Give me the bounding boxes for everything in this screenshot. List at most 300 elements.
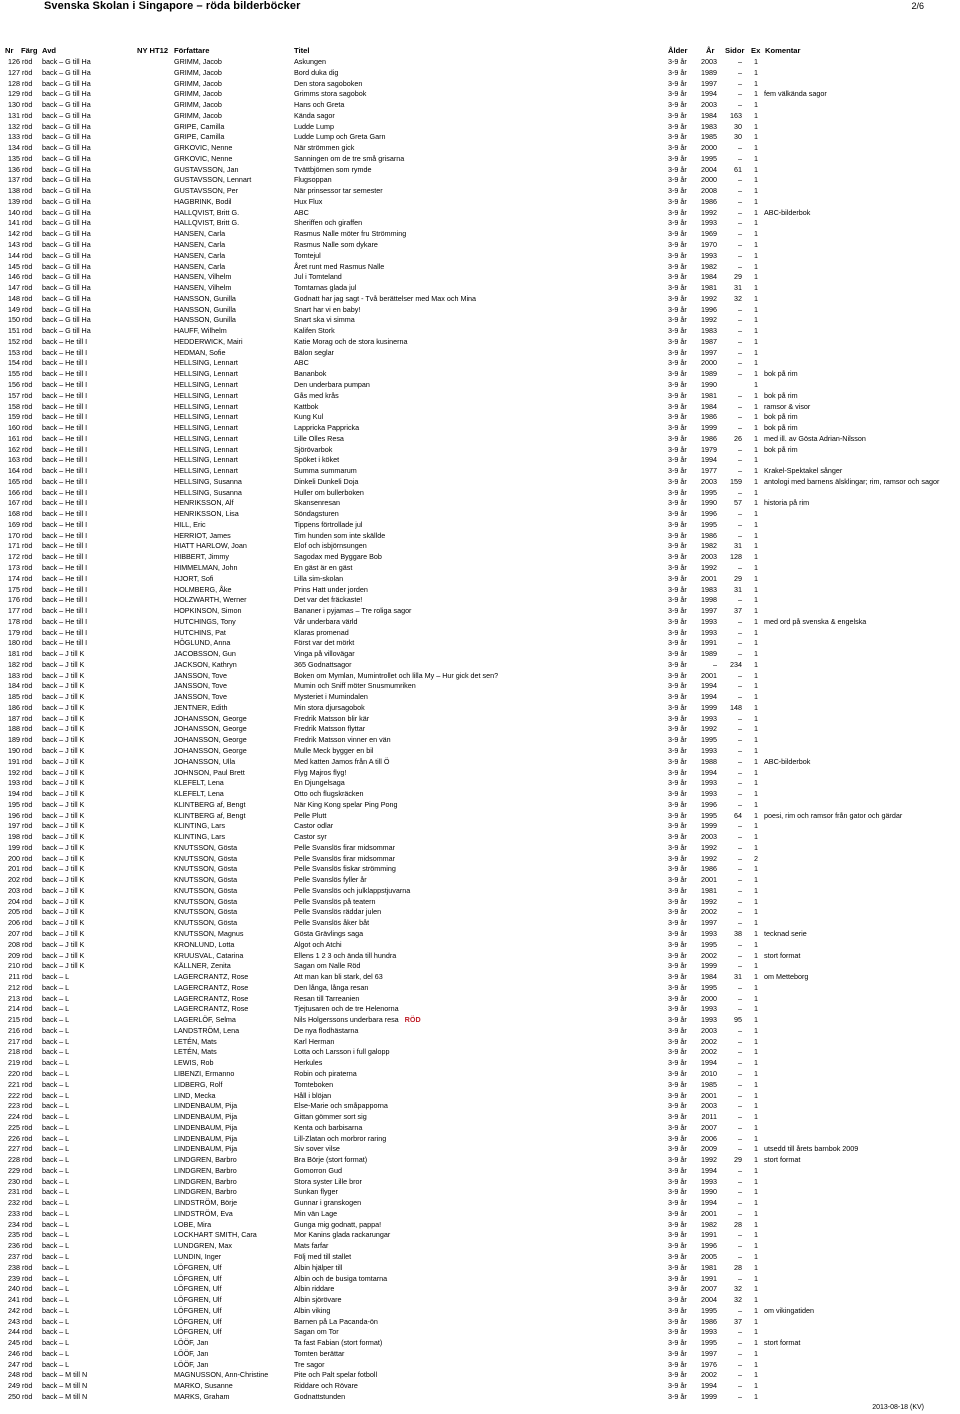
cell-sidor: 32 xyxy=(734,1284,742,1294)
cell-nr: 209 xyxy=(8,950,20,960)
cell-forfattare: LETÉN, Mats xyxy=(174,1036,217,1046)
cell-ex: 1 xyxy=(754,466,758,476)
cell-avd: back – L xyxy=(42,1230,70,1240)
table-row xyxy=(0,122,960,133)
cell-avd: back – He till I xyxy=(42,412,88,422)
cell-alder: 3-9 år xyxy=(668,1176,687,1186)
cell-farg: röd xyxy=(22,885,33,895)
cell-nr: 219 xyxy=(8,1058,20,1068)
cell-sidor: 29 xyxy=(734,573,742,583)
cell-sidor: – xyxy=(738,885,742,895)
table-row xyxy=(0,735,960,746)
cell-farg: röd xyxy=(22,498,33,508)
cell-farg: röd xyxy=(22,423,33,433)
cell-forfattare: HELLSING, Susanna xyxy=(174,487,242,497)
cell-alder: 3-9 år xyxy=(668,864,687,874)
cell-alder: 3-9 år xyxy=(668,293,687,303)
cell-avd: back – L xyxy=(42,1338,70,1348)
cell-titel: När King Kong spelar Ping Pong xyxy=(294,799,398,809)
cell-titel: Lille Olles Resa xyxy=(294,433,344,443)
cell-titel: Håll i blöjan xyxy=(294,1090,332,1100)
cell-alder: 3-9 år xyxy=(668,347,687,357)
cell-forfattare: LÖFGREN, Ulf xyxy=(174,1262,222,1272)
cell-titel: En gäst är en gäst xyxy=(294,562,353,572)
cell-forfattare: LINDSTRÖM, Eva xyxy=(174,1208,233,1218)
cell-sidor: – xyxy=(738,1381,742,1391)
cell-kommentar: bok på rim xyxy=(764,444,798,454)
cell-ex: 1 xyxy=(754,1327,758,1337)
cell-avd: back – L xyxy=(42,1295,70,1305)
table-row xyxy=(0,326,960,337)
cell-ar: 1987 xyxy=(701,336,717,346)
cell-forfattare: HANSEN, Carla xyxy=(174,240,226,250)
cell-titel: Castor odlar xyxy=(294,821,334,831)
cell-ar: 1982 xyxy=(701,261,717,271)
cell-forfattare: LIDBERG, Rolf xyxy=(174,1079,223,1089)
cell-nr: 232 xyxy=(8,1198,20,1208)
cell-forfattare: HERRIOT, James xyxy=(174,530,231,540)
cell-ar: 1992 xyxy=(701,207,717,217)
cell-ex: 1 xyxy=(754,153,758,163)
cell-forfattare: LÖÖF, Jan xyxy=(174,1359,209,1369)
cell-farg: röd xyxy=(22,713,33,723)
cell-kommentar: stort format xyxy=(764,950,801,960)
cell-avd: back – He till I xyxy=(42,369,88,379)
cell-forfattare: KLEFELT, Lena xyxy=(174,778,224,788)
cell-alder: 3-9 år xyxy=(668,444,687,454)
cell-kommentar: om vikingatiden xyxy=(764,1305,814,1315)
cell-forfattare: LÖFGREN, Ulf xyxy=(174,1305,222,1315)
table-row xyxy=(0,1284,960,1295)
cell-sidor: – xyxy=(738,789,742,799)
cell-sidor: – xyxy=(738,670,742,680)
cell-ex: 1 xyxy=(754,433,758,443)
table-row xyxy=(0,1338,960,1349)
cell-forfattare: HANSEN, Carla xyxy=(174,229,226,239)
cell-ex: 1 xyxy=(754,121,758,131)
cell-alder: 3-9 år xyxy=(668,1316,687,1326)
cell-ex: 2 xyxy=(754,853,758,863)
cell-forfattare: JACOBSSON, Gun xyxy=(174,649,236,659)
cell-avd: back – L xyxy=(42,1305,70,1315)
col-header-sidor: Sidor xyxy=(725,46,745,55)
cell-forfattare: LÖFGREN, Ulf xyxy=(174,1295,222,1305)
cell-nr: 193 xyxy=(8,778,20,788)
cell-avd: back – He till I xyxy=(42,595,88,605)
cell-avd: back – L xyxy=(42,1187,70,1197)
cell-farg: röd xyxy=(22,972,33,982)
cell-alder: 3-9 år xyxy=(668,789,687,799)
cell-nr: 199 xyxy=(8,842,20,852)
cell-nr: 214 xyxy=(8,1004,20,1014)
cell-forfattare: LÖFGREN, Ulf xyxy=(174,1284,222,1294)
cell-alder: 3-9 år xyxy=(668,240,687,250)
cell-avd: back – He till I xyxy=(42,584,88,594)
cell-ar: 1991 xyxy=(701,1273,717,1283)
cell-nr: 249 xyxy=(8,1381,20,1391)
cell-nr: 173 xyxy=(8,562,20,572)
cell-farg: röd xyxy=(22,541,33,551)
cell-avd: back – L xyxy=(42,1219,70,1229)
cell-sidor: 28 xyxy=(734,1219,742,1229)
cell-forfattare: HUTCHINS, Pat xyxy=(174,627,226,637)
table-row xyxy=(0,983,960,994)
cell-farg: röd xyxy=(22,681,33,691)
cell-sidor: – xyxy=(738,832,742,842)
cell-sidor: – xyxy=(738,326,742,336)
cell-nr: 184 xyxy=(8,681,20,691)
cell-alder: 3-9 år xyxy=(668,692,687,702)
cell-alder: 3-9 år xyxy=(668,1187,687,1197)
cell-avd: back – J till K xyxy=(42,702,85,712)
cell-alder: 3-9 år xyxy=(668,530,687,540)
table-row xyxy=(0,778,960,789)
cell-ar: 1977 xyxy=(701,466,717,476)
cell-forfattare: LÖÖF, Jan xyxy=(174,1338,209,1348)
cell-avd: back – L xyxy=(42,1165,70,1175)
cell-ar: 1981 xyxy=(701,390,717,400)
cell-ex: 1 xyxy=(754,1348,758,1358)
cell-avd: back – He till I xyxy=(42,358,88,368)
cell-ar: 1994 xyxy=(701,1165,717,1175)
cell-ar: 1993 xyxy=(701,746,717,755)
cell-ar: 1995 xyxy=(701,939,717,949)
cell-nr: 222 xyxy=(8,1090,20,1100)
cell-alder: 3-9 år xyxy=(668,1101,687,1111)
cell-alder: 3-9 år xyxy=(668,993,687,1003)
cell-nr: 156 xyxy=(8,379,20,389)
table-row xyxy=(0,703,960,714)
cell-ex: 1 xyxy=(754,1295,758,1305)
cell-alder: 3-9 år xyxy=(668,681,687,691)
cell-titel: Söndagsturen xyxy=(294,509,339,519)
cell-alder: 3-9 år xyxy=(668,412,687,422)
cell-titel: Tippens förtrollade jul xyxy=(294,519,363,529)
cell-nr: 167 xyxy=(8,498,20,508)
cell-sidor: – xyxy=(738,799,742,809)
cell-ex: 1 xyxy=(754,746,758,755)
cell-ar: 1992 xyxy=(701,896,717,906)
cell-titel: Kenta och barbisarna xyxy=(294,1122,363,1132)
cell-ex: 1 xyxy=(754,896,758,906)
cell-forfattare: LINDGREN, Barbro xyxy=(174,1155,237,1165)
cell-sidor: – xyxy=(738,1036,742,1046)
cell-ar: 1995 xyxy=(701,1305,717,1315)
cell-titel: Mor Kanins glada rackarungar xyxy=(294,1230,391,1240)
table-row xyxy=(0,240,960,251)
cell-titel: ABC xyxy=(294,358,309,368)
cell-sidor: – xyxy=(738,595,742,605)
cell-titel: Dinkeli Dunkeli Doja xyxy=(294,476,359,486)
cell-ar: 1999 xyxy=(701,702,717,712)
cell-farg: röd xyxy=(22,746,33,755)
cell-nr: 179 xyxy=(8,627,20,637)
cell-titel: Siv sover vilse xyxy=(294,1144,340,1154)
cell-alder: 3-9 år xyxy=(668,89,687,99)
cell-alder: 3-9 år xyxy=(668,121,687,131)
table-row xyxy=(0,563,960,574)
cell-farg: röd xyxy=(22,552,33,562)
table-row xyxy=(0,1306,960,1317)
cell-ar: 1997 xyxy=(701,347,717,357)
cell-ex: 1 xyxy=(754,1381,758,1391)
cell-farg: röd xyxy=(22,1079,33,1089)
cell-sidor: – xyxy=(738,1058,742,1068)
cell-ex: 1 xyxy=(754,1273,758,1283)
cell-alder: 3-9 år xyxy=(668,1079,687,1089)
cell-avd: back – He till I xyxy=(42,573,88,583)
cell-titel: Fredrik Matsson vinner en vän xyxy=(294,735,391,745)
cell-titel: När prinsessor tar semester xyxy=(294,186,383,196)
cell-titel: Pelle Svanslös fiskar strömming xyxy=(294,864,396,874)
cell-farg: röd xyxy=(22,1241,33,1251)
cell-titel: Tre sagor xyxy=(294,1359,325,1369)
cell-sidor: – xyxy=(738,875,742,885)
cell-ex: 1 xyxy=(754,336,758,346)
cell-ex: 1 xyxy=(754,240,758,250)
cell-nr: 221 xyxy=(8,1079,20,1089)
cell-titel: Pelle Svanslös firar midsommar xyxy=(294,842,396,852)
cell-ar: 1997 xyxy=(701,918,717,928)
cell-avd: back – L xyxy=(42,1112,70,1122)
cell-sidor: – xyxy=(738,1090,742,1100)
cell-avd: back – L xyxy=(42,1208,70,1218)
cell-sidor: 38 xyxy=(734,929,742,939)
cell-alder: 3-9 år xyxy=(668,649,687,659)
cell-sidor: – xyxy=(738,196,742,206)
cell-farg: röd xyxy=(22,1251,33,1261)
cell-kommentar: med ill. av Gösta Adrian-Nilsson xyxy=(764,433,866,443)
col-header-ex: Ex xyxy=(751,46,761,55)
cell-avd: back – L xyxy=(42,1079,70,1089)
cell-avd: back – L xyxy=(42,972,70,982)
cell-sidor: – xyxy=(738,369,742,379)
cell-nr: 228 xyxy=(8,1155,20,1165)
cell-ex: 1 xyxy=(754,638,758,648)
table-row xyxy=(0,531,960,542)
cell-alder: 3-9 år xyxy=(668,1262,687,1272)
cell-alder: 3-9 år xyxy=(668,390,687,400)
cell-ex: 1 xyxy=(754,100,758,110)
table-row xyxy=(0,638,960,649)
table-row xyxy=(0,89,960,100)
cell-ar: 1984 xyxy=(701,272,717,282)
cell-ex: 1 xyxy=(754,842,758,852)
cell-ar: 1981 xyxy=(701,283,717,293)
cell-farg: röd xyxy=(22,89,33,99)
cell-ex: 1 xyxy=(754,1284,758,1294)
cell-sidor: 64 xyxy=(734,810,742,820)
cell-sidor: – xyxy=(738,175,742,185)
cell-farg: röd xyxy=(22,702,33,712)
cell-titel: Godnattstunden xyxy=(294,1391,346,1401)
cell-sidor: – xyxy=(738,1208,742,1218)
cell-alder: 3-9 år xyxy=(668,810,687,820)
cell-forfattare: HENRIKSSON, Alf xyxy=(174,498,234,508)
cell-ar: 2009 xyxy=(701,1144,717,1154)
cell-alder: 3-9 år xyxy=(668,1165,687,1175)
cell-sidor: – xyxy=(738,724,742,734)
cell-titel: Resan till Tarreanien xyxy=(294,993,360,1003)
cell-sidor: – xyxy=(738,1079,742,1089)
cell-alder: 3-9 år xyxy=(668,950,687,960)
cell-ar: 1995 xyxy=(701,153,717,163)
cell-sidor: – xyxy=(738,218,742,228)
cell-ex: 1 xyxy=(754,606,758,616)
cell-forfattare: LINDENBAUM, Pija xyxy=(174,1144,238,1154)
cell-farg: röd xyxy=(22,390,33,400)
cell-forfattare: GRIMM, Jacob xyxy=(174,100,222,110)
cell-titel: Summa summarum xyxy=(294,466,357,476)
cell-nr: 229 xyxy=(8,1165,20,1175)
cell-nr: 139 xyxy=(8,196,20,206)
cell-sidor: – xyxy=(738,1230,742,1240)
cell-ar: 2004 xyxy=(701,164,717,174)
cell-farg: röd xyxy=(22,487,33,497)
table-row xyxy=(0,1317,960,1328)
cell-titel: Albin hjälper till xyxy=(294,1262,343,1272)
cell-nr: 239 xyxy=(8,1273,20,1283)
cell-titel: Katie Morag och de stora kusinerna xyxy=(294,336,408,346)
cell-farg: röd xyxy=(22,1338,33,1348)
cell-farg: röd xyxy=(22,606,33,616)
table-row xyxy=(0,348,960,359)
cell-avd: back – J till K xyxy=(42,767,85,777)
cell-ar: 1970 xyxy=(701,240,717,250)
cell-ar: 1996 xyxy=(701,799,717,809)
table-row xyxy=(0,402,960,413)
table-row xyxy=(0,1381,960,1392)
cell-titel: Tim hunden som inte skällde xyxy=(294,530,386,540)
cell-nr: 133 xyxy=(8,132,20,142)
table-row xyxy=(0,1112,960,1123)
cell-forfattare: HELLSING, Lennart xyxy=(174,401,238,411)
cell-forfattare: GRIMM, Jacob xyxy=(174,67,222,77)
cell-forfattare: LÖFGREN, Ulf xyxy=(174,1327,222,1337)
cell-avd: back – G till Ha xyxy=(42,175,91,185)
cell-titel: Min vän Lage xyxy=(294,1208,338,1218)
table-row xyxy=(0,1101,960,1112)
cell-ar: 2001 xyxy=(701,875,717,885)
cell-sidor: – xyxy=(738,1241,742,1251)
cell-alder: 3-9 år xyxy=(668,1155,687,1165)
cell-alder: 3-9 år xyxy=(668,186,687,196)
cell-farg: röd xyxy=(22,433,33,443)
cell-ex: 1 xyxy=(754,1025,758,1035)
col-header-nr: Nr xyxy=(5,46,14,55)
cell-alder: 3-9 år xyxy=(668,1305,687,1315)
cell-avd: back – G till Ha xyxy=(42,153,91,163)
cell-kommentar: ABC-bilderbok xyxy=(764,207,811,217)
cell-titel: Snart ska vi simma xyxy=(294,315,355,325)
table-row xyxy=(0,660,960,671)
cell-farg: röd xyxy=(22,358,33,368)
cell-titel: Ellens 1 2 3 och ända till hundra xyxy=(294,950,397,960)
cell-ar: 1969 xyxy=(701,229,717,239)
col-header-titel: Titel xyxy=(294,46,310,55)
cell-ex: 1 xyxy=(754,423,758,433)
cell-alder: 3-9 år xyxy=(668,1004,687,1014)
cell-sidor: 61 xyxy=(734,164,742,174)
cell-nr: 196 xyxy=(8,810,20,820)
cell-ar: 2001 xyxy=(701,573,717,583)
cell-forfattare: GRIPE, Camilla xyxy=(174,132,225,142)
cell-alder: 3-9 år xyxy=(668,875,687,885)
cell-avd: back – L xyxy=(42,1155,70,1165)
cell-alder: 3-9 år xyxy=(668,702,687,712)
cell-farg: röd xyxy=(22,950,33,960)
cell-titel: Karl Herman xyxy=(294,1036,335,1046)
cell-nr: 177 xyxy=(8,606,20,616)
cell-farg: röd xyxy=(22,896,33,906)
table-row xyxy=(0,649,960,660)
cell-titel: Gittan gömmer sort sig xyxy=(294,1112,367,1122)
cell-ex: 1 xyxy=(754,907,758,917)
table-row xyxy=(0,1091,960,1102)
cell-farg: röd xyxy=(22,186,33,196)
cell-avd: back – He till I xyxy=(42,509,88,519)
cell-forfattare: KLEFELT, Lena xyxy=(174,789,224,799)
cell-ar: 1986 xyxy=(701,1316,717,1326)
cell-ar: 2010 xyxy=(701,1068,717,1078)
cell-farg: röd xyxy=(22,218,33,228)
cell-ar: 1994 xyxy=(701,1381,717,1391)
cell-ar: 1986 xyxy=(701,196,717,206)
cell-avd: back – L xyxy=(42,1359,70,1369)
cell-alder: 3-9 år xyxy=(668,207,687,217)
cell-ar: 2002 xyxy=(701,950,717,960)
cell-farg: röd xyxy=(22,1155,33,1165)
cell-ar: 1984 xyxy=(701,110,717,120)
cell-nr: 138 xyxy=(8,186,20,196)
cell-ex: 1 xyxy=(754,1004,758,1014)
cell-alder: 3-9 år xyxy=(668,799,687,809)
cell-avd: back – He till I xyxy=(42,476,88,486)
cell-titel: Hans och Greta xyxy=(294,100,345,110)
cell-farg: röd xyxy=(22,918,33,928)
cell-titel: Min stora djursagobok xyxy=(294,702,365,712)
cell-alder: 3-9 år xyxy=(668,1348,687,1358)
cell-titel: Pelle Svanslös på teatern xyxy=(294,896,376,906)
cell-ar: 1992 xyxy=(701,562,717,572)
cell-farg: röd xyxy=(22,649,33,659)
cell-titel: Gås med krås xyxy=(294,390,339,400)
cell-alder: 3-9 år xyxy=(668,1112,687,1122)
cell-nr: 195 xyxy=(8,799,20,809)
cell-forfattare: HANSEN, Vilhelm xyxy=(174,272,232,282)
table-row xyxy=(0,466,960,477)
cell-nr: 240 xyxy=(8,1284,20,1294)
cell-ex: 1 xyxy=(754,498,758,508)
cell-sidor: – xyxy=(738,1176,742,1186)
cell-ar: 1994 xyxy=(701,1058,717,1068)
cell-nr: 237 xyxy=(8,1251,20,1261)
cell-titel: Castor syr xyxy=(294,832,327,842)
cell-forfattare: KÄLLNER, Zenita xyxy=(174,961,231,971)
cell-ar: 2000 xyxy=(701,143,717,153)
cell-avd: back – G till Ha xyxy=(42,196,91,206)
cell-sidor: – xyxy=(738,207,742,217)
cell-forfattare: HJORT, Sofi xyxy=(174,573,214,583)
cell-nr: 130 xyxy=(8,100,20,110)
cell-forfattare: HELLSING, Lennart xyxy=(174,412,238,422)
cell-nr: 150 xyxy=(8,315,20,325)
cell-ar: 1992 xyxy=(701,853,717,863)
cell-nr: 189 xyxy=(8,735,20,745)
cell-avd: back – L xyxy=(42,1133,70,1143)
table-row xyxy=(0,229,960,240)
cell-forfattare: HELLSING, Lennart xyxy=(174,379,238,389)
